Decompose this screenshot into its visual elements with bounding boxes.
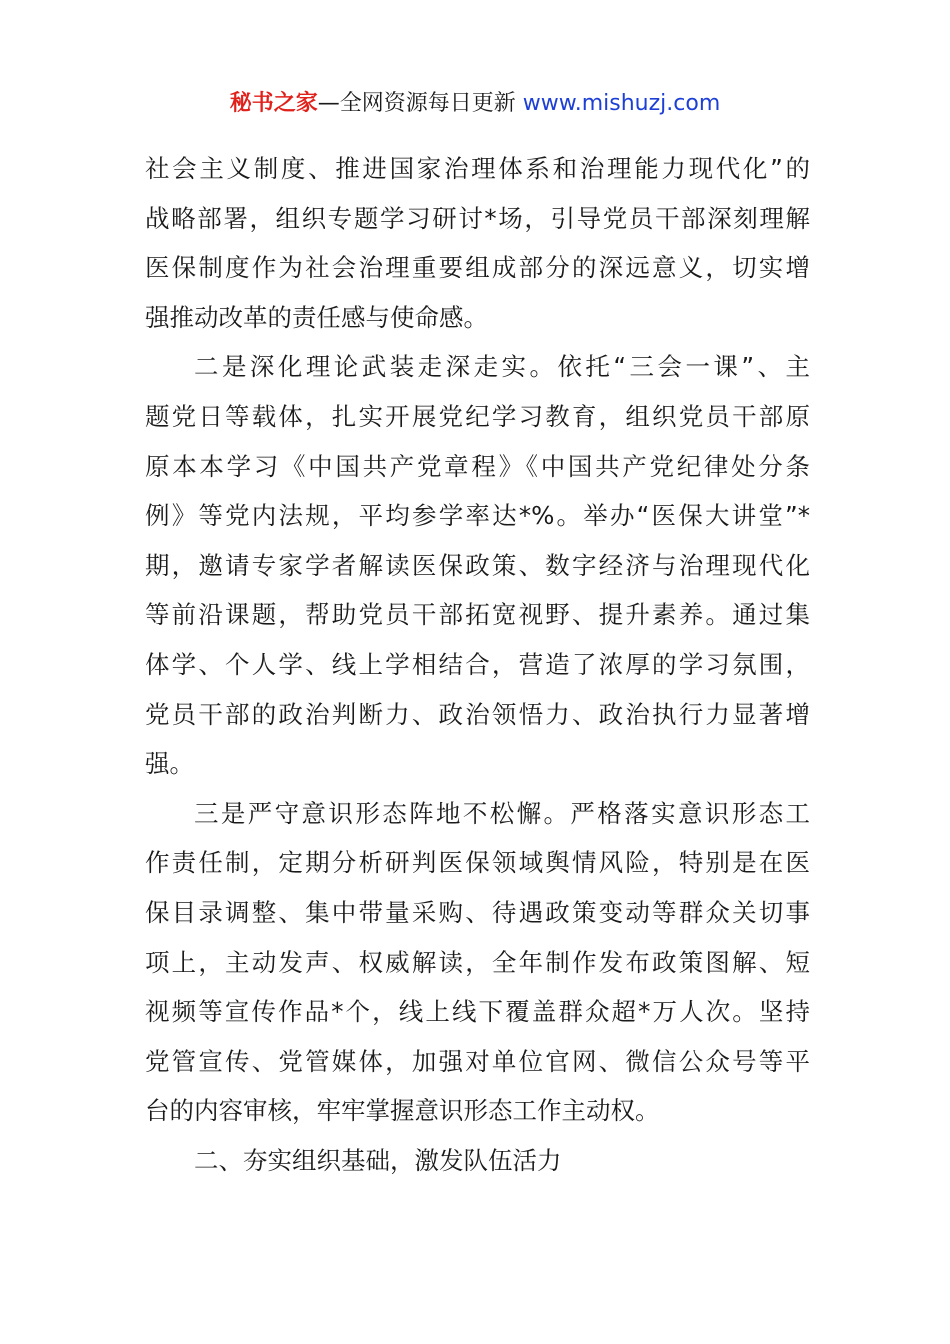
text-line: 战略部署，组织专题学习研讨*场，引导党员干部深刻理解 [145,203,810,233]
paragraph-intro [145,144,810,342]
text-line: 原本本学习《中国共产党章程》《中国共产党纪律处分条 [145,451,810,481]
text-line: 视频等宣传作品*个，线上线下覆盖群众超*万人次。坚持 [145,997,810,1027]
text-line: 保目录调整、集中带量采购、待遇政策变动等群众关切事 [145,897,810,927]
text-line: 党管宣传、党管媒体，加强对单位官网、微信公众号等平 [145,1046,810,1076]
paragraph-theory [145,342,810,788]
page-header [0,88,950,120]
document-body [145,144,810,1185]
text-line: 期，邀请专家学者解读医保政策、数字经济与治理现代化 [145,550,810,580]
text-line: 社会主义制度、推进国家治理体系和治理能力现代化”的 [145,154,810,183]
site-url-link[interactable]: www.mishuzj.com [522,91,721,116]
section-heading [145,1136,810,1186]
text-line: 医保制度作为社会治理重要组成部分的深远意义，切实增 [145,253,810,283]
text-line: 题党日等载体，扎实开展党纪学习教育，组织党员干部原 [145,401,810,431]
text-line: 台的内容审核，牢牢掌握意识形态工作主动权。 [145,1096,660,1126]
text-line: 作责任制，定期分析研判医保领域舆情风险，特别是在医 [145,848,810,878]
text-line: 体学、个人学、线上学相结合，营造了浓厚的学习氛围， [145,649,810,679]
text-line: 二是深化理论武装走深走实。依托“三会一课”、主 [194,352,810,382]
paragraph-ideology [145,789,810,1136]
text-line: 强。 [145,749,194,779]
text-line: 党员干部的政治判断力、政治领悟力、政治执行力显著增 [145,699,810,729]
section-heading-text: 二、夯实组织基础，激发队伍活力 [194,1145,562,1175]
header-tagline: —全网资源每日更新 [317,91,523,116]
text-line: 项上，主动发声、权威解读，全年制作发布政策图解、短 [145,947,810,977]
brand-name: 秘书之家 [229,91,318,116]
text-line: 例》等党内法规，平均参学率达*%。举办“医保大讲堂”* [145,501,810,531]
text-line: 三是严守意识形态阵地不松懈。严格落实意识形态工 [194,798,810,828]
text-line: 等前沿课题，帮助党员干部拓宽视野、提升素养。通过集 [145,600,810,630]
text-line: 强推动改革的责任感与使命感。 [145,302,488,332]
